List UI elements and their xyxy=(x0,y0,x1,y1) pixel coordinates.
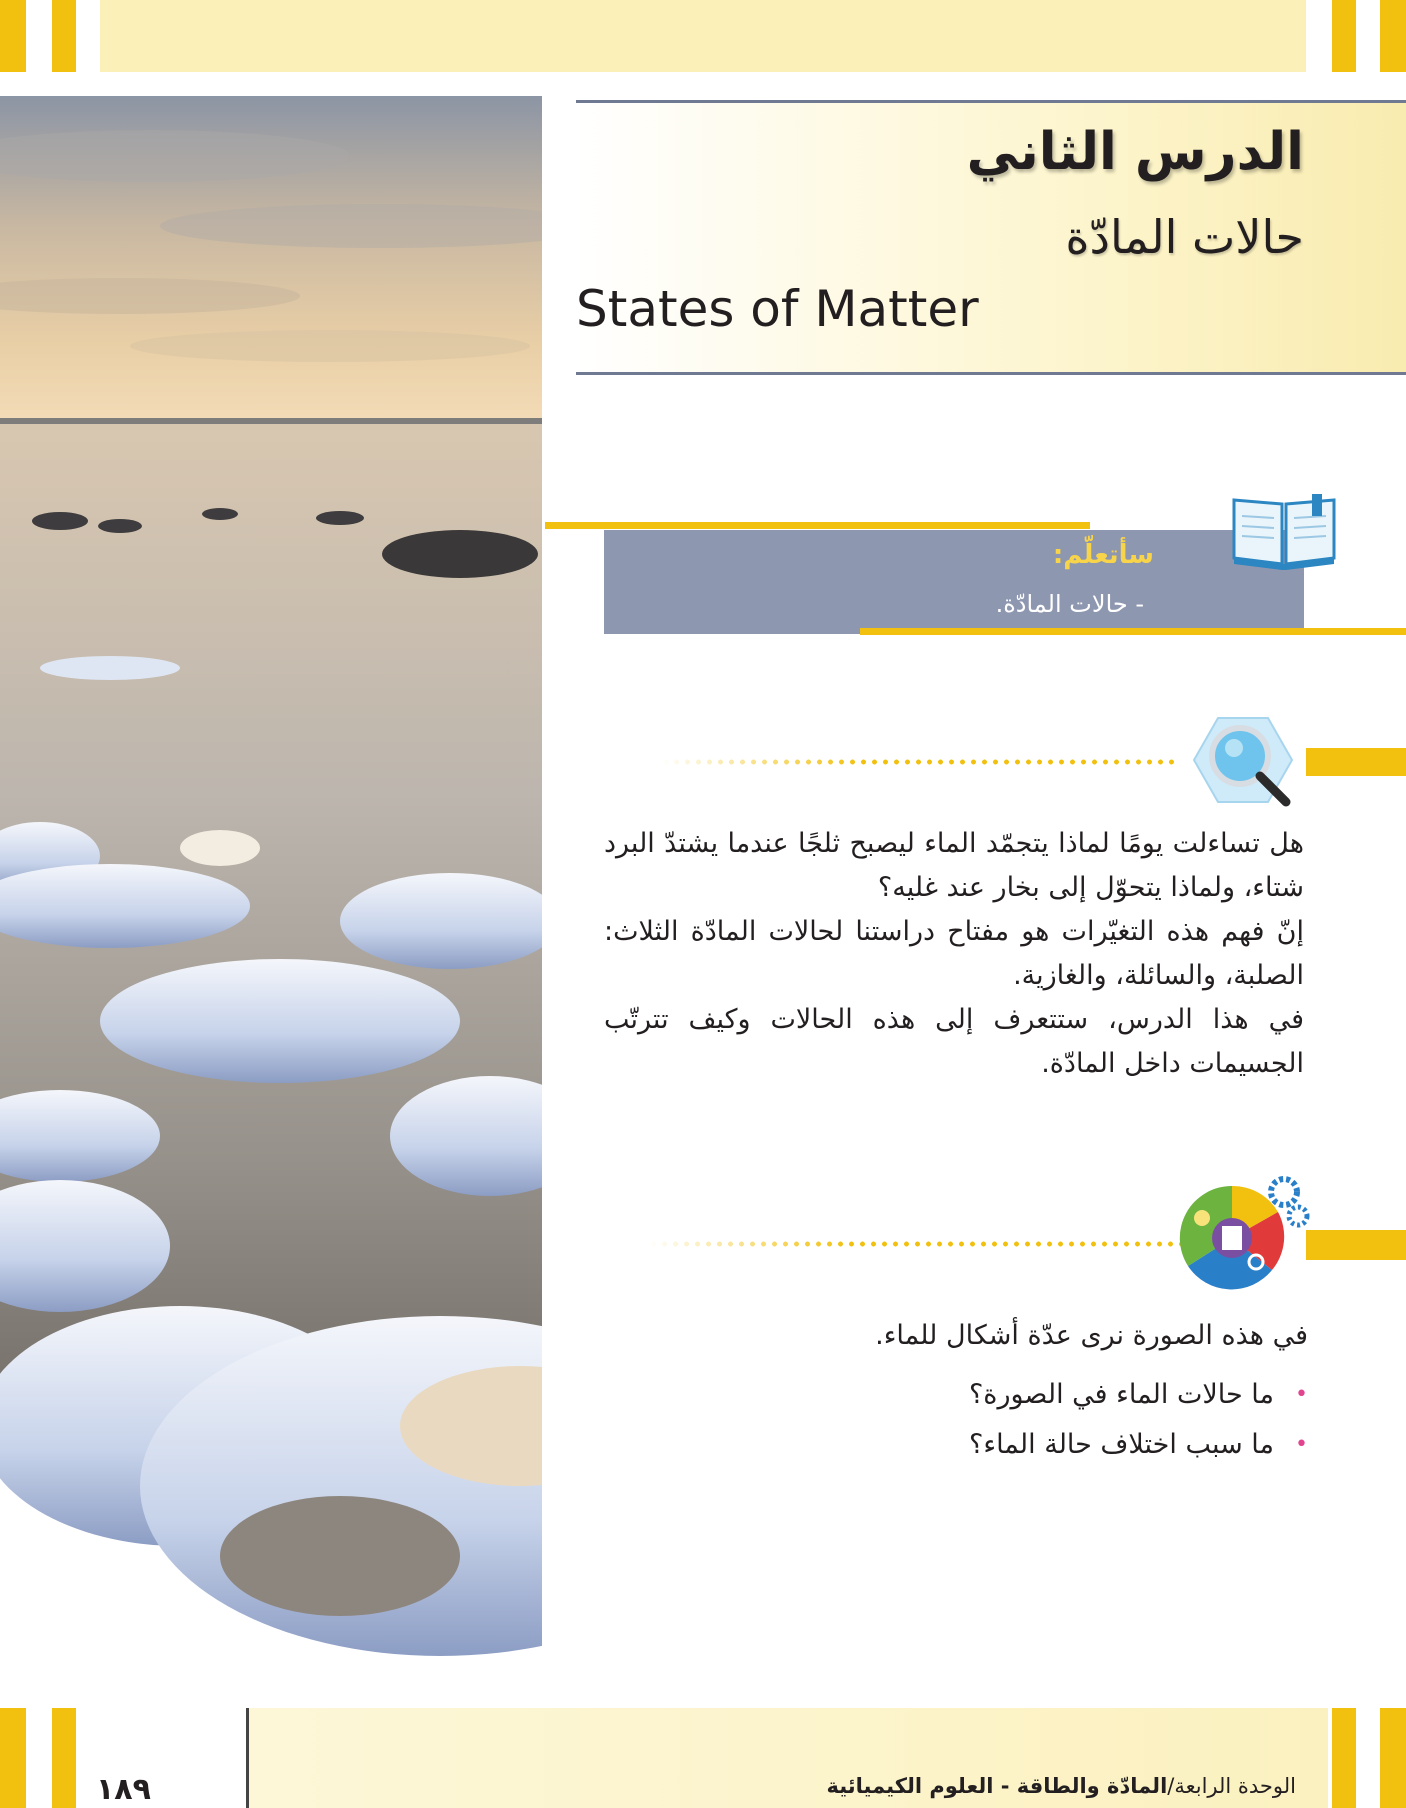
page-title-english: States of Matter xyxy=(576,280,979,338)
intro-text: في هذا الدرس، ستتعرف إلى هذه الحالات وكيف تترتّب الجسيمات داخل المادّة. xyxy=(604,1004,1304,1079)
section-band xyxy=(1306,748,1406,776)
question-intro: في هذه الصورة نرى عدّة أشكال للماء. xyxy=(875,1320,1308,1351)
learn-title: سأتعلّم: xyxy=(1052,540,1154,570)
activity-icon xyxy=(1172,1172,1310,1300)
page-number: ١٨٩ xyxy=(96,1772,151,1807)
top-bar xyxy=(0,0,1406,72)
list-item xyxy=(708,1370,1308,1420)
bullet-icon: • xyxy=(1295,1432,1308,1457)
list-item xyxy=(708,1420,1308,1470)
page-title-arabic: حالات المادّة xyxy=(1065,210,1304,264)
divider xyxy=(545,522,1090,529)
divider xyxy=(246,1708,249,1808)
unit-title: المادّة والطاقة xyxy=(1016,1774,1168,1798)
question-text: ما سبب اختلاف حالة الماء؟ xyxy=(969,1429,1274,1460)
bullet-icon: • xyxy=(1295,1382,1308,1407)
unit-label: الوحدة الرابعة/ xyxy=(1167,1774,1296,1798)
footer-caption xyxy=(826,1774,1296,1798)
intro-paragraph xyxy=(604,822,1304,1086)
intro-text: إنّ فهم هذه التغيّرات هو مفتاح دراستنا لحالات المادّة الثلاث: الصلبة، والسائلة، والغازية. xyxy=(604,916,1304,991)
book-icon xyxy=(1228,490,1340,570)
learn-box xyxy=(604,530,1304,634)
magnifier-icon xyxy=(1190,712,1300,812)
divider xyxy=(860,628,1406,635)
learn-item: - حالات المادّة. xyxy=(995,590,1144,618)
question-list xyxy=(708,1370,1308,1470)
question-text: ما حالات الماء في الصورة؟ xyxy=(968,1379,1274,1410)
subject-label: - العلوم الكيميائية xyxy=(826,1774,1017,1798)
divider xyxy=(576,372,1406,375)
ice-sea-photo xyxy=(0,96,542,1696)
intro-text: هل تساءلت يومًا لماذا يتجمّد الماء ليصبح ثلجًا عندما يشتدّ البرد شتاء، ولماذا يتحوّل إلى بخار عند غليه؟ xyxy=(604,828,1304,903)
divider xyxy=(576,100,1406,103)
lesson-label: الدرس الثاني xyxy=(966,122,1304,182)
section-band xyxy=(1306,1230,1406,1260)
